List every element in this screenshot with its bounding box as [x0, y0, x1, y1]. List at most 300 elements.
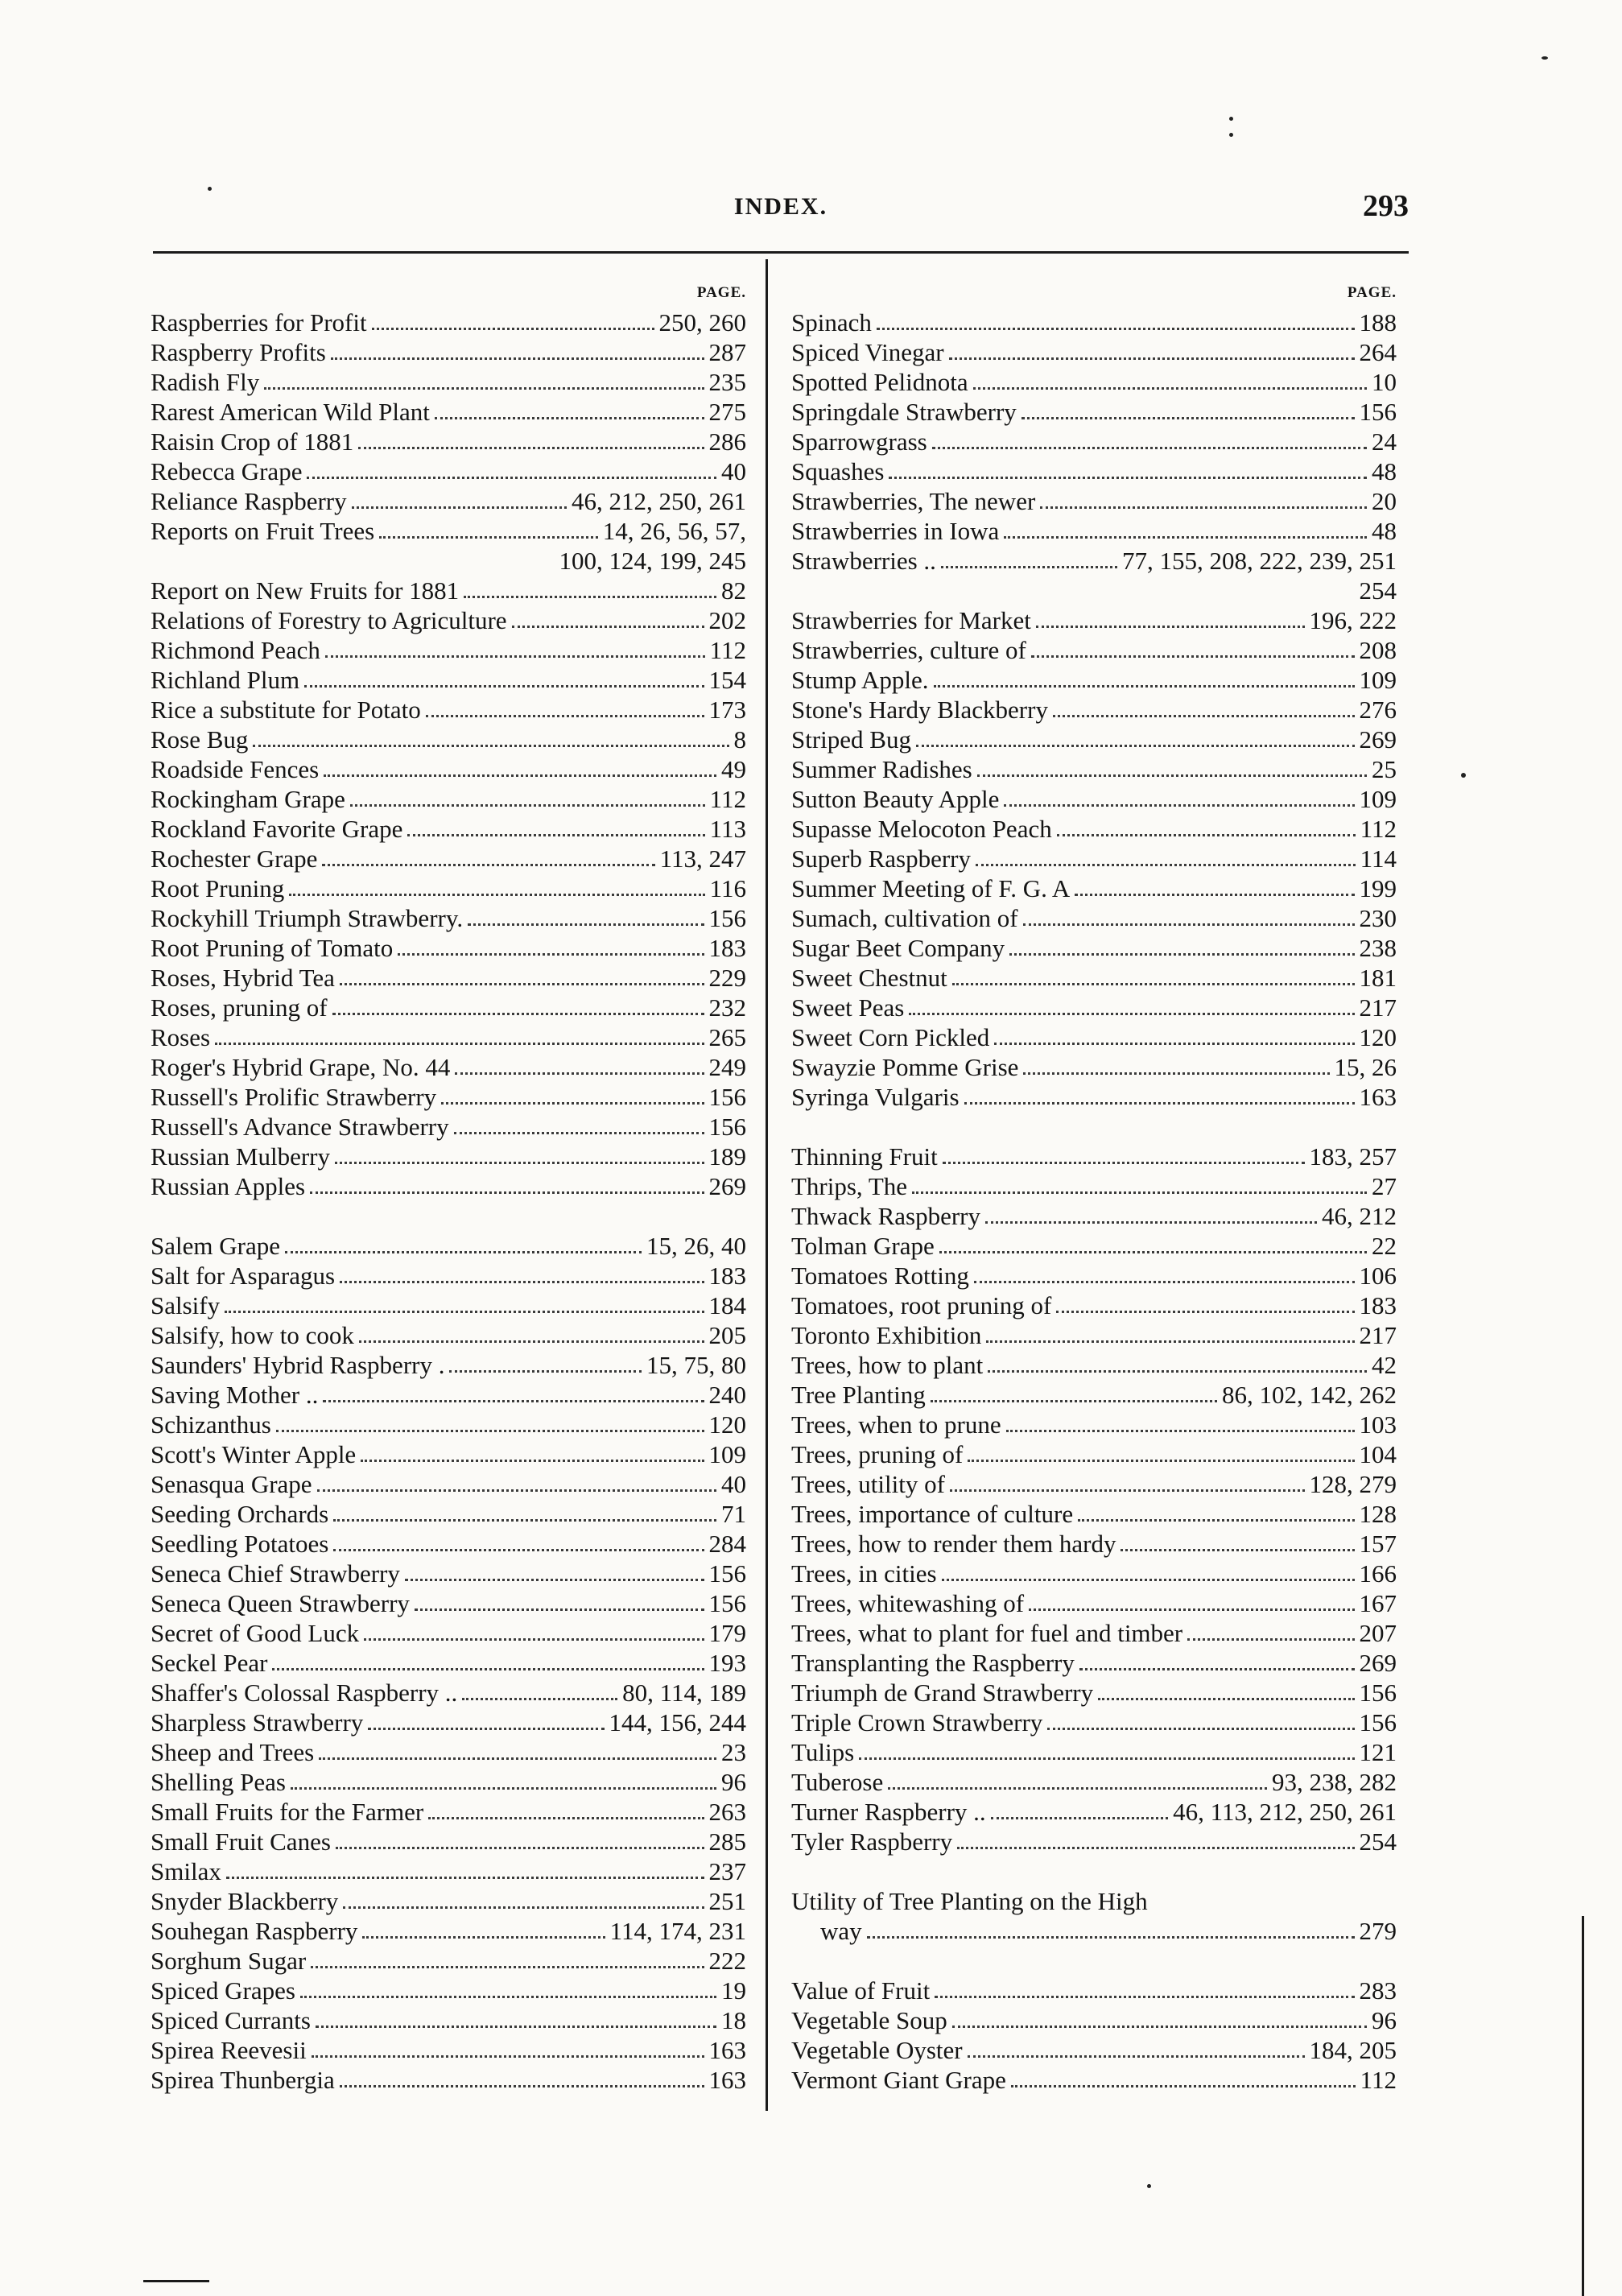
index-entry [791, 397, 1397, 427]
page-references: 49 [721, 755, 746, 783]
page-references-continued: 100, 124, 199, 245 [559, 547, 746, 575]
dot-leader [974, 1281, 1355, 1283]
index-entry [151, 933, 746, 963]
dot-leader [968, 1460, 1354, 1462]
index-entry [791, 1618, 1397, 1648]
page-references: 40 [721, 1470, 746, 1498]
index-term: Trees, importance of culture [791, 1500, 1074, 1528]
index-term: Rockingham Grape [151, 785, 345, 813]
index-entry [151, 1678, 746, 1708]
index-entry [791, 725, 1397, 754]
index-entry [791, 1201, 1397, 1231]
index-term: Trees, when to prune [791, 1410, 1001, 1439]
ink-speck [208, 187, 212, 191]
index-term: Rose Bug [151, 725, 249, 754]
index-entry [791, 1350, 1397, 1380]
index-term: Seneca Queen Strawberry [151, 1589, 410, 1617]
page-references: 113, 247 [659, 844, 746, 873]
page-references: 275 [708, 398, 746, 426]
dot-leader [941, 566, 1117, 568]
page-references: 71 [721, 1500, 746, 1528]
index-term: Tolman Grape [791, 1232, 935, 1260]
index-term: Thinning Fruit [791, 1142, 938, 1171]
dot-leader [1031, 655, 1355, 658]
dot-leader [986, 1340, 1354, 1343]
index-entry [151, 873, 746, 903]
index-term: Reports on Fruit Trees [151, 517, 375, 545]
dot-leader [336, 1847, 704, 1849]
index-term: Sumach, cultivation of [791, 904, 1018, 932]
dot-leader [932, 447, 1367, 449]
dot-leader [289, 894, 704, 896]
page-references: 112 [709, 636, 746, 664]
index-entry [791, 1171, 1397, 1201]
page-references: 48 [1372, 457, 1397, 485]
dot-leader [1056, 1311, 1354, 1313]
page-references: 166 [1359, 1559, 1397, 1588]
page-references: 163 [708, 2036, 746, 2064]
index-term: Strawberries in Iowa [791, 517, 1000, 545]
page-references: 113 [709, 815, 746, 843]
page-references: 156 [1359, 398, 1397, 426]
dot-leader [1078, 1519, 1354, 1522]
index-term: Stone's Hardy Blackberry [791, 696, 1048, 724]
dot-leader [300, 1996, 716, 1998]
index-entry [151, 1350, 746, 1380]
dot-leader [934, 685, 1355, 688]
dot-leader [1011, 2085, 1356, 2087]
index-entry [791, 2005, 1397, 2035]
page-references: 46, 113, 212, 250, 261 [1173, 1798, 1397, 1826]
page-references: 24 [1372, 427, 1397, 456]
index-term: Tree Planting [791, 1381, 926, 1409]
index-term: Russell's Prolific Strawberry [151, 1083, 437, 1111]
dot-leader [952, 983, 1355, 985]
page-references: 181 [1359, 964, 1397, 992]
page-references: 173 [708, 696, 746, 724]
page-references: 25 [1372, 755, 1397, 783]
index-term: Russian Mulberry [151, 1142, 331, 1171]
column-divider [766, 259, 768, 2111]
index-entry [791, 933, 1397, 963]
index-term: Tuberose [791, 1768, 884, 1796]
index-entry [151, 1410, 746, 1439]
page-references: 217 [1359, 1321, 1397, 1349]
index-entry [791, 1052, 1397, 1082]
page-references: 163 [1359, 1083, 1397, 1111]
index-entry [791, 814, 1397, 844]
index-term: Spinach [791, 308, 872, 337]
running-title: INDEX. [733, 193, 828, 220]
page-references: 196, 222 [1309, 606, 1397, 634]
dot-leader [272, 1668, 704, 1670]
dot-leader [1023, 1072, 1329, 1075]
index-term: Shaffer's Colossal Raspberry .. [151, 1679, 458, 1707]
index-entry [791, 1320, 1397, 1350]
index-term: Schizanthus [151, 1410, 271, 1439]
dot-leader [468, 923, 704, 926]
page-references: 184 [708, 1291, 746, 1319]
index-entry [151, 1290, 746, 1320]
page-references: 179 [708, 1619, 746, 1647]
index-term: Raisin Crop of 1881 [151, 427, 354, 456]
index-term: Triple Crown Strawberry [791, 1708, 1043, 1736]
index-term: Rebecca Grape [151, 457, 303, 485]
page-references: 80, 114, 189 [622, 1679, 746, 1707]
dot-leader [1036, 626, 1305, 628]
dot-leader [333, 1549, 704, 1551]
dot-leader [291, 1787, 716, 1790]
index-term: Salem Grape [151, 1232, 280, 1260]
dot-leader [1079, 1668, 1355, 1670]
dot-leader [889, 477, 1367, 479]
index-term: Richmond Peach [151, 636, 320, 664]
index-entry [791, 1410, 1397, 1439]
index-entry [151, 427, 746, 456]
index-entry [151, 1499, 746, 1529]
index-entry [151, 754, 746, 784]
page-references: 265 [708, 1023, 746, 1051]
index-column-right [791, 278, 1397, 2095]
index-entry [151, 605, 746, 635]
index-term: Trees, how to plant [791, 1351, 984, 1379]
page-references: 167 [1359, 1589, 1397, 1617]
index-term: Trees, pruning of [791, 1440, 964, 1468]
index-term: Trees, what to plant for fuel and timber [791, 1619, 1183, 1647]
index-entry [151, 1052, 746, 1082]
page-references: 205 [708, 1321, 746, 1349]
index-term: Small Fruit Canes [151, 1827, 331, 1856]
index-term: Sweet Corn Pickled [791, 1023, 990, 1051]
index-entry [791, 486, 1397, 516]
dot-leader [1053, 715, 1355, 717]
index-entry [151, 1976, 746, 2005]
page-references: 156 [708, 1113, 746, 1141]
dot-leader [340, 1281, 704, 1283]
dot-leader [368, 1728, 604, 1730]
index-term: Reliance Raspberry [151, 487, 347, 515]
index-entry [791, 1022, 1397, 1052]
page-references: 20 [1372, 487, 1397, 515]
index-term: Sheep and Trees [151, 1738, 315, 1766]
dot-leader [323, 1400, 704, 1402]
index-entry [791, 1142, 1397, 1171]
page-references: 116 [709, 874, 746, 902]
index-entry [151, 1946, 746, 1976]
index-entry [791, 337, 1397, 367]
dot-leader [276, 1430, 704, 1432]
dot-leader [968, 2055, 1305, 2058]
index-entry [151, 337, 746, 367]
index-entry [151, 486, 746, 516]
dot-leader [307, 477, 716, 479]
index-entry [151, 1827, 746, 1856]
page-references: 183 [1359, 1291, 1397, 1319]
bottom-rule [143, 2280, 209, 2282]
index-term: Transplanting the Raspberry [791, 1649, 1075, 1677]
page-references: 114 [1360, 844, 1397, 873]
index-term: Senasqua Grape [151, 1470, 312, 1498]
page-references: 183 [708, 934, 746, 962]
index-term: Radish Fly [151, 368, 260, 396]
index-term: Springdale Strawberry [791, 398, 1017, 426]
page-references: 15, 26 [1334, 1053, 1397, 1081]
index-entry [791, 1797, 1397, 1827]
index-entry [151, 903, 746, 933]
page-references: 284 [708, 1530, 746, 1558]
index-term: Roger's Hybrid Grape, No. 44 [151, 1053, 451, 1081]
index-entry [151, 516, 746, 546]
index-entry [791, 903, 1397, 933]
section-gap [151, 1201, 746, 1231]
page-references: 106 [1359, 1262, 1397, 1290]
page-references: 264 [1359, 338, 1397, 366]
page-references: 263 [708, 1798, 746, 1826]
page-references: 112 [709, 785, 746, 813]
index-entry [791, 754, 1397, 784]
index-entry [791, 427, 1397, 456]
index-term: Seckel Pear [151, 1649, 268, 1677]
index-entry [791, 1439, 1397, 1469]
index-entry [791, 2065, 1397, 2095]
page-references-continued: 254 [1359, 576, 1397, 605]
index-term: Snyder Blackberry [151, 1887, 339, 1915]
index-term: Scott's Winter Apple [151, 1440, 357, 1468]
dot-leader [916, 745, 1355, 747]
index-entry [151, 993, 746, 1022]
page-references: 276 [1359, 696, 1397, 724]
page-references: 156 [1359, 1679, 1397, 1707]
index-term: Report on New Fruits for 1881 [151, 576, 460, 605]
page-references: 104 [1359, 1440, 1397, 1468]
index-term: Vermont Giant Grape [791, 2066, 1006, 2094]
index-term: Trees, how to render them hardy [791, 1530, 1116, 1558]
index-term: Squashes [791, 457, 885, 485]
index-term: Sweet Peas [791, 993, 905, 1022]
page-references: 279 [1359, 1917, 1397, 1945]
index-term: Strawberries for Market [791, 606, 1031, 634]
index-entry [791, 1588, 1397, 1618]
section-gap [791, 1946, 1397, 1976]
index-term: Sharpless Strawberry [151, 1708, 364, 1736]
page-references: 251 [708, 1887, 746, 1915]
index-entry [151, 1648, 746, 1678]
dot-leader [1121, 1549, 1354, 1551]
page-references: 120 [1359, 1023, 1397, 1051]
index-term: Small Fruits for the Farmer [151, 1798, 424, 1826]
index-entry [791, 308, 1397, 337]
index-term: Swayzie Pomme Grise [791, 1053, 1019, 1081]
page-references: 188 [1359, 308, 1397, 337]
index-entry [791, 546, 1397, 576]
index-term: Root Pruning [151, 874, 285, 902]
dot-leader [1047, 1728, 1354, 1730]
index-term: Vegetable Soup [791, 2006, 947, 2034]
section-gap [791, 1112, 1397, 1142]
page-references: 14, 26, 56, 57, [602, 517, 746, 545]
page-references: 237 [708, 1857, 746, 1885]
index-term: Trees, whitewashing of [791, 1589, 1025, 1617]
page-references: 217 [1359, 993, 1397, 1022]
page-references: 287 [708, 338, 746, 366]
index-entry [151, 635, 746, 665]
index-entry [791, 1290, 1397, 1320]
dot-leader [462, 1698, 617, 1700]
header-rule [153, 251, 1409, 254]
dot-leader [428, 1817, 704, 1819]
index-term: Rice a substitute for Potato [151, 696, 421, 724]
index-entry [791, 1708, 1397, 1737]
index-entry [151, 844, 746, 873]
index-entry [151, 1320, 746, 1350]
dot-leader [988, 1370, 1367, 1373]
dot-leader [253, 745, 728, 747]
index-entry [151, 1261, 746, 1290]
page-references: 86, 102, 142, 262 [1222, 1381, 1397, 1409]
dot-leader [316, 2026, 716, 2028]
index-term: Raspberries for Profit [151, 308, 367, 337]
dot-leader [957, 1847, 1354, 1849]
dot-leader [1004, 804, 1354, 807]
index-term: Striped Bug [791, 725, 911, 754]
index-entry [791, 1827, 1397, 1856]
page-references: 96 [1372, 2006, 1397, 2034]
index-entry [791, 873, 1397, 903]
page-header [153, 185, 1409, 233]
index-term: Value of Fruit [791, 1976, 931, 2005]
dot-leader [441, 1102, 704, 1105]
index-term: Raspberry Profits [151, 338, 326, 366]
index-entry [791, 1529, 1397, 1559]
dot-leader [950, 1489, 1305, 1492]
index-term: Strawberries, The newer [791, 487, 1036, 515]
index-entry [151, 2065, 746, 2095]
page-references: 128, 279 [1309, 1470, 1397, 1498]
index-term: Spiced Grapes [151, 1976, 295, 2005]
dot-leader [215, 1043, 704, 1045]
index-term: Rochester Grape [151, 844, 318, 873]
dot-leader [372, 328, 654, 330]
dot-leader [888, 1787, 1267, 1790]
page-references: 46, 212 [1322, 1202, 1397, 1230]
page-references: 189 [708, 1142, 746, 1171]
page-references: 46, 212, 250, 261 [572, 487, 746, 515]
page-references: 269 [708, 1172, 746, 1200]
index-term: Stump Apple. [791, 666, 929, 694]
dot-leader [994, 1043, 1354, 1045]
dot-leader [226, 1877, 704, 1879]
dot-leader [407, 834, 704, 836]
index-entry [151, 1439, 746, 1469]
page-references: 229 [708, 964, 746, 992]
page-references: 144, 156, 244 [609, 1708, 746, 1736]
dot-leader [973, 387, 1367, 390]
index-term: Summer Meeting of F. G. A [791, 874, 1071, 902]
page-references: 222 [708, 1947, 746, 1975]
index-term: Roses, Hybrid Tea [151, 964, 335, 992]
index-entry [151, 2005, 746, 2035]
page-references: 156 [708, 1559, 746, 1588]
page-references: 269 [1359, 725, 1397, 754]
index-entry [151, 1469, 746, 1499]
column-heading-left: PAGE. [696, 284, 746, 301]
dot-leader [1023, 923, 1355, 926]
page-references: 238 [1359, 934, 1397, 962]
index-entry [151, 1767, 746, 1797]
page-references: 15, 26, 40 [646, 1232, 746, 1260]
index-term: Rarest American Wild Plant [151, 398, 430, 426]
dot-leader [331, 357, 704, 360]
index-entry [791, 1261, 1397, 1290]
index-entry [151, 1886, 746, 1916]
page-references: 15, 75, 80 [646, 1351, 746, 1379]
index-entry [791, 1976, 1397, 2005]
ink-speck [1147, 2184, 1151, 2188]
index-term: Smilax [151, 1857, 221, 1885]
page-references: 42 [1372, 1351, 1397, 1379]
index-entry [791, 1469, 1397, 1499]
dot-leader [464, 596, 716, 598]
index-entry [791, 367, 1397, 397]
dot-leader [976, 864, 1356, 866]
page-references: 109 [1359, 666, 1397, 694]
page-references: 128 [1359, 1500, 1397, 1528]
index-term: Russell's Advance Strawberry [151, 1113, 449, 1141]
index-entry [791, 1231, 1397, 1261]
index-entry [151, 397, 746, 427]
index-term: Russian Apples [151, 1172, 306, 1200]
dot-leader [964, 1102, 1355, 1105]
page-references: 120 [708, 1410, 746, 1439]
page-references: 286 [708, 427, 746, 456]
index-entry [151, 695, 746, 725]
index-term: Tulips [791, 1738, 855, 1766]
dot-leader [359, 1340, 704, 1343]
dot-leader [1057, 834, 1356, 836]
dot-leader [435, 417, 704, 419]
index-entry [791, 2035, 1397, 2065]
index-entry [151, 725, 746, 754]
page-references: 103 [1359, 1410, 1397, 1439]
index-entry [151, 1916, 746, 1946]
index-term: Relations of Forestry to Agriculture [151, 606, 507, 634]
page-references: 208 [1359, 636, 1397, 664]
page-references: 207 [1359, 1619, 1397, 1647]
dot-leader [225, 1311, 704, 1313]
index-entry [151, 576, 746, 605]
dot-leader [310, 1191, 704, 1194]
index-entry [791, 1886, 1397, 1916]
index-entry [151, 1856, 746, 1886]
index-entry [151, 665, 746, 695]
index-term: Richland Plum [151, 666, 300, 694]
index-entry [151, 784, 746, 814]
index-entry [151, 1559, 746, 1588]
index-term: Salsify, how to cook [151, 1321, 354, 1349]
dot-leader [350, 804, 705, 807]
page-references: 199 [1359, 874, 1397, 902]
index-term: Sparrowgrass [791, 427, 927, 456]
dot-leader [859, 1757, 1354, 1760]
index-term: Trees, utility of [791, 1470, 945, 1498]
index-entry [151, 308, 746, 337]
index-term: Summer Radishes [791, 755, 972, 783]
index-entry [791, 1767, 1397, 1797]
index-term: Tomatoes, root pruning of [791, 1291, 1052, 1319]
section-gap [791, 1856, 1397, 1886]
index-term: Spiced Vinegar [791, 338, 944, 366]
page-references: 154 [708, 666, 746, 694]
